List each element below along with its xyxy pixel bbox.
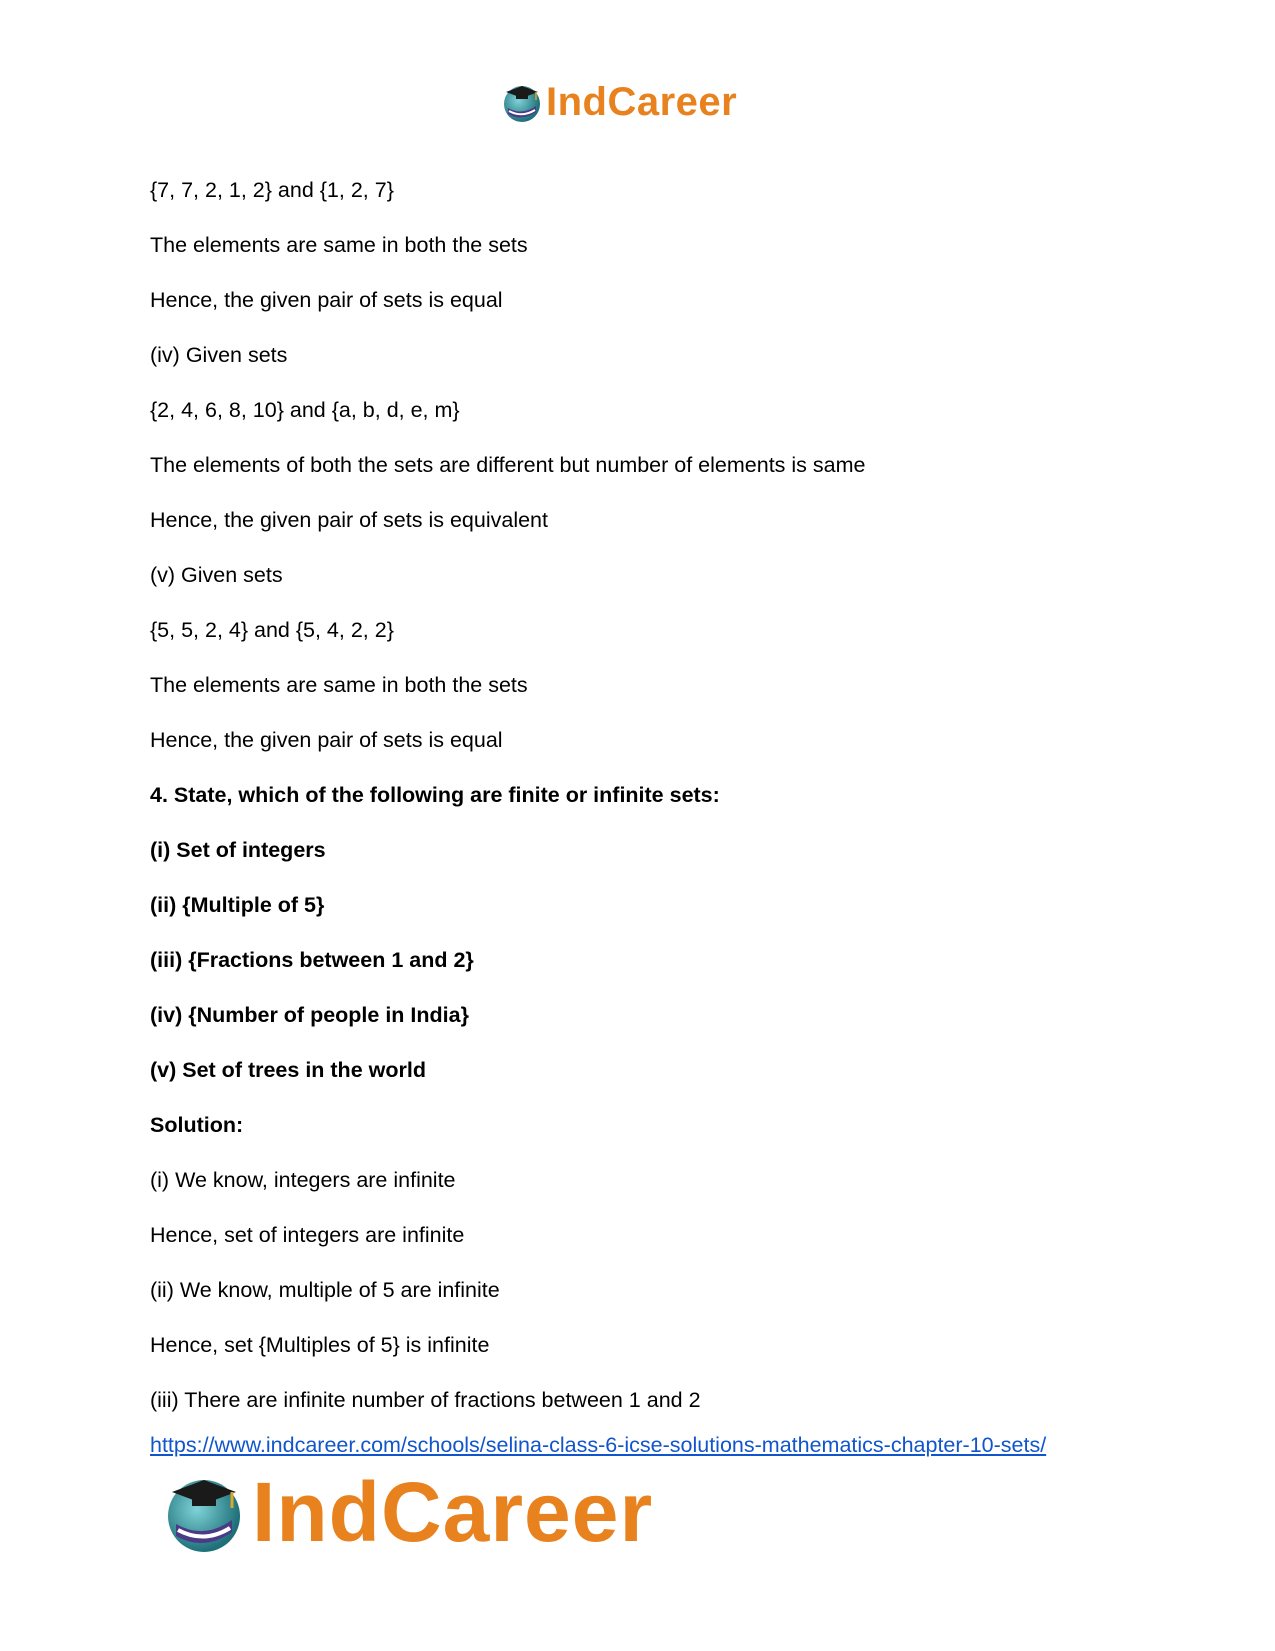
text-line: {2, 4, 6, 8, 10} and {a, b, d, e, m} — [150, 398, 460, 422]
text-line: {7, 7, 2, 1, 2} and {1, 2, 7} — [150, 178, 394, 202]
question-item: (i) Set of integers — [150, 838, 326, 862]
text-line: Hence, the given pair of sets is equivalent — [150, 508, 548, 532]
globe-graduation-cap-icon — [160, 1468, 248, 1556]
text-line: Hence, set {Multiples of 5} is infinite — [150, 1333, 490, 1357]
footer-logo — [160, 1464, 653, 1560]
footer-logo-text: IndCareer — [252, 1465, 654, 1559]
solution-heading: Solution: — [150, 1113, 244, 1137]
text-line: (i) We know, integers are infinite — [150, 1168, 456, 1192]
question-item: (iii) {Fractions between 1 and 2} — [150, 948, 474, 972]
text-line: The elements of both the sets are different but number of elements is same — [150, 453, 866, 477]
source-link[interactable]: https://www.indcareer.com/schools/selina-class-6-icse-solutions-mathematics-chapter-10-sets/ — [150, 1433, 1047, 1457]
text-line: (iii) There are infinite number of fractions between 1 and 2 — [150, 1388, 701, 1412]
globe-graduation-cap-icon — [500, 80, 544, 124]
text-line: Hence, the given pair of sets is equal — [150, 288, 503, 312]
text-line: Hence, the given pair of sets is equal — [150, 728, 503, 752]
text-line: (ii) We know, multiple of 5 are infinite — [150, 1278, 500, 1302]
text-line: The elements are same in both the sets — [150, 233, 528, 257]
header-logo-text: IndCareer — [546, 80, 738, 124]
question-item: (v) Set of trees in the world — [150, 1058, 426, 1082]
question-item: (iv) {Number of people in India} — [150, 1003, 469, 1027]
text-line: {5, 5, 2, 4} and {5, 4, 2, 2} — [150, 618, 394, 642]
text-line: Hence, set of integers are infinite — [150, 1223, 465, 1247]
question-heading: 4. State, which of the following are finite or infinite sets: — [150, 783, 720, 807]
text-line: (v) Given sets — [150, 563, 283, 587]
text-line: The elements are same in both the sets — [150, 673, 528, 697]
header-logo — [500, 78, 737, 126]
text-line: (iv) Given sets — [150, 343, 288, 367]
question-item: (ii) {Multiple of 5} — [150, 893, 325, 917]
